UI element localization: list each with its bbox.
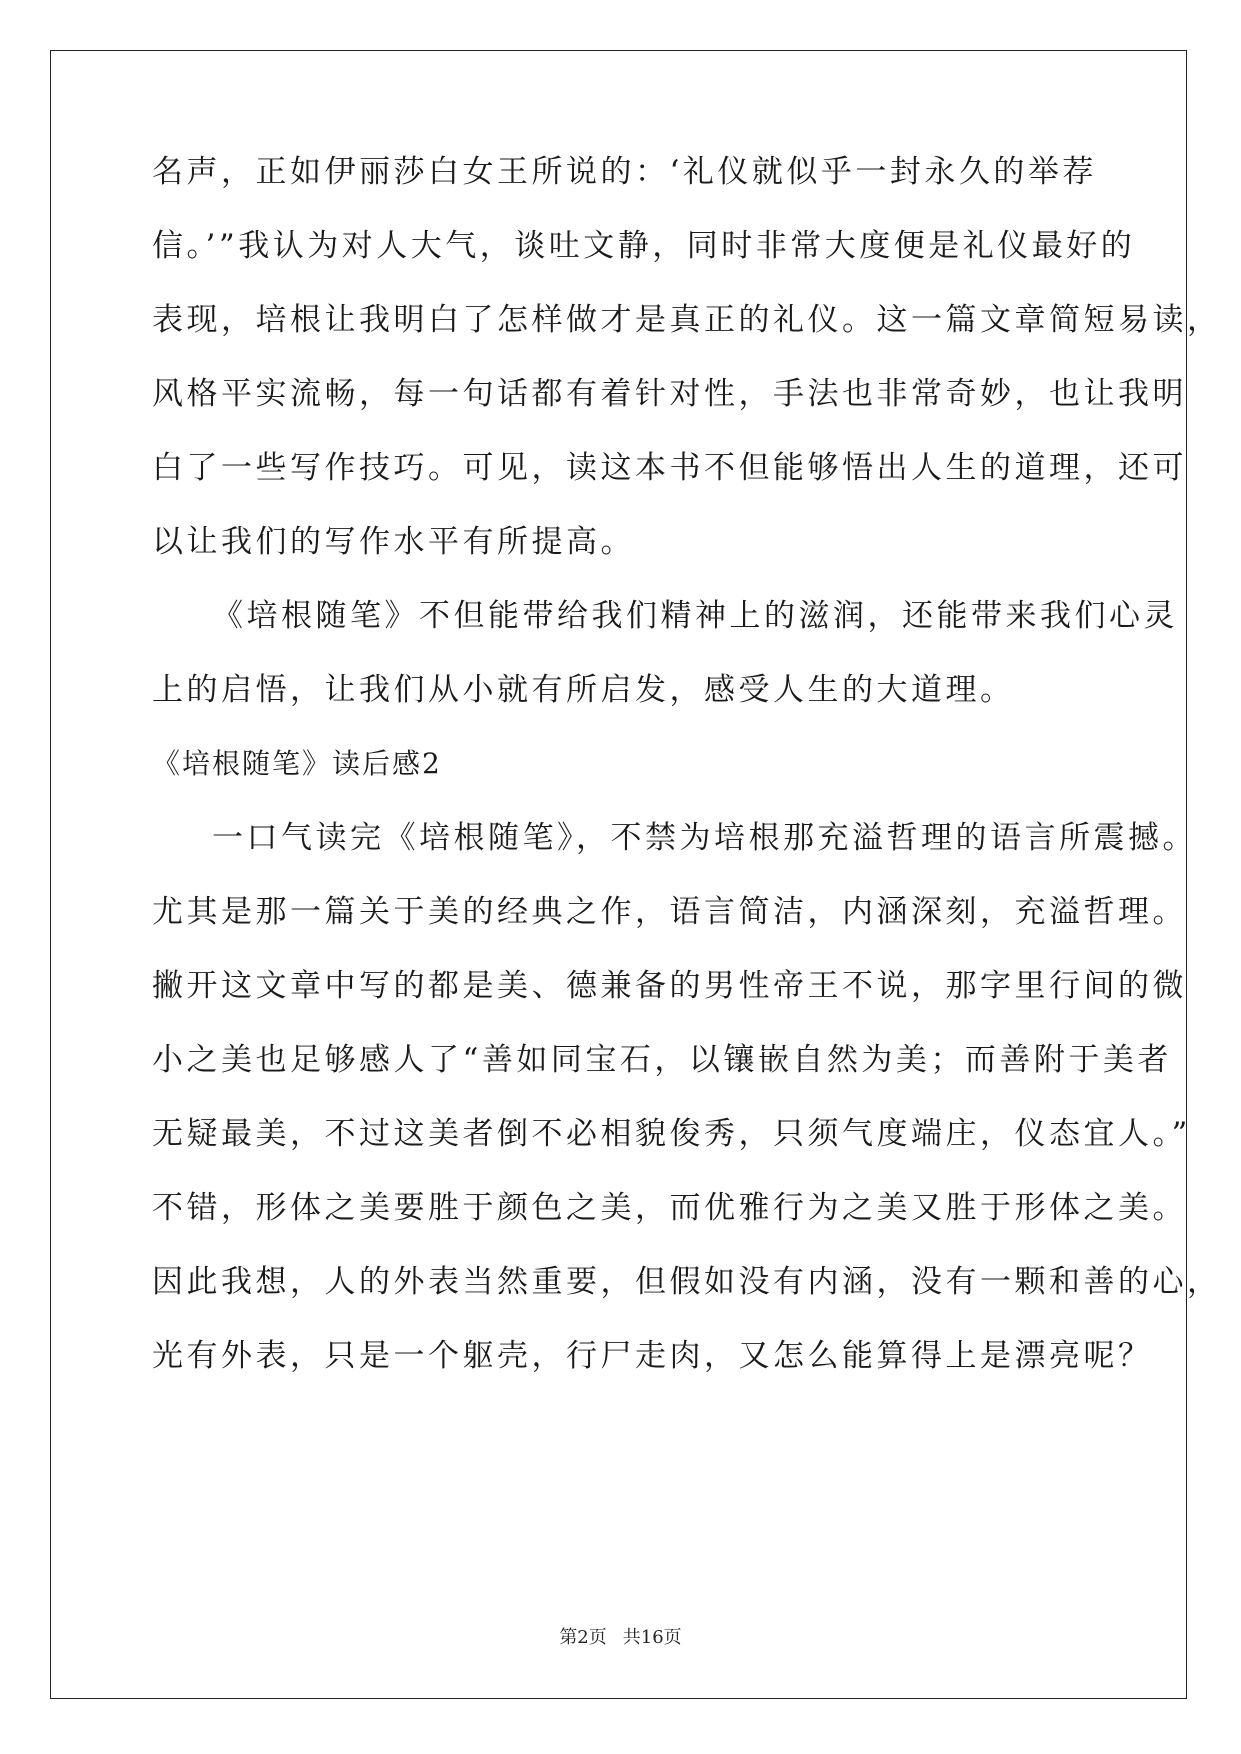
paragraph-first-line: 一口气读完《培根随笔》，不禁为培根那充溢哲理的语言所震撼。 xyxy=(212,820,1197,856)
body-line: 尤其是那一篇关于美的经典之作，语言简洁，内涵深刻，充溢哲理。 xyxy=(152,894,1187,930)
page-total: 共16页 xyxy=(622,1627,682,1648)
body-line: 小之美也足够感人了“善如同宝石，以镶嵌自然为美；而善附于美者 xyxy=(152,1042,1172,1078)
body-line: 风格平实流畅，每一句话都有着针对性，手法也非常奇妙，也让我明 xyxy=(152,376,1187,412)
body-line: 因此我想，人的外表当然重要，但假如没有内涵，没有一颗和善的心， xyxy=(152,1264,1222,1300)
body-line: 信。’”我认为对人大气，谈吐文静，同时非常大度便是礼仪最好的 xyxy=(152,228,1136,264)
body-line: 以让我们的写作水平有所提高。 xyxy=(152,524,635,560)
body-line: 白了一些写作技巧。可见，读这本书不但能够悟出人生的道理，还可 xyxy=(152,450,1187,486)
body-line: 无疑最美，不过这美者倒不必相貌俊秀，只须气度端庄，仪态宜人。” xyxy=(152,1116,1191,1152)
section-heading: 《培根随笔》读后感2 xyxy=(152,747,442,780)
body-line: 光有外表，只是一个躯壳，行尸走肉，又怎么能算得上是漂亮呢？ xyxy=(152,1338,1153,1374)
page-number: 第2页 xyxy=(559,1627,607,1648)
body-line: 上的启悟，让我们从小就有所启发，感受人生的大道理。 xyxy=(152,672,1015,708)
paragraph-first-line: 《培根随笔》不但能带给我们精神上的滋润，还能带来我们心灵 xyxy=(212,598,1178,634)
body-line: 不错，形体之美要胜于颜色之美，而优雅行为之美又胜于形体之美。 xyxy=(152,1190,1187,1226)
body-line: 名声，正如伊丽莎白女王所说的：‘礼仪就似乎一封永久的举荐 xyxy=(152,154,1097,190)
page-footer xyxy=(0,1626,1241,1650)
body-line: 表现，培根让我明白了怎样做才是真正的礼仪。这一篇文章简短易读， xyxy=(152,302,1222,338)
body-line: 撇开这文章中写的都是美、德兼备的男性帝王不说，那字里行间的微 xyxy=(152,968,1187,1004)
page-border xyxy=(50,50,1222,1699)
